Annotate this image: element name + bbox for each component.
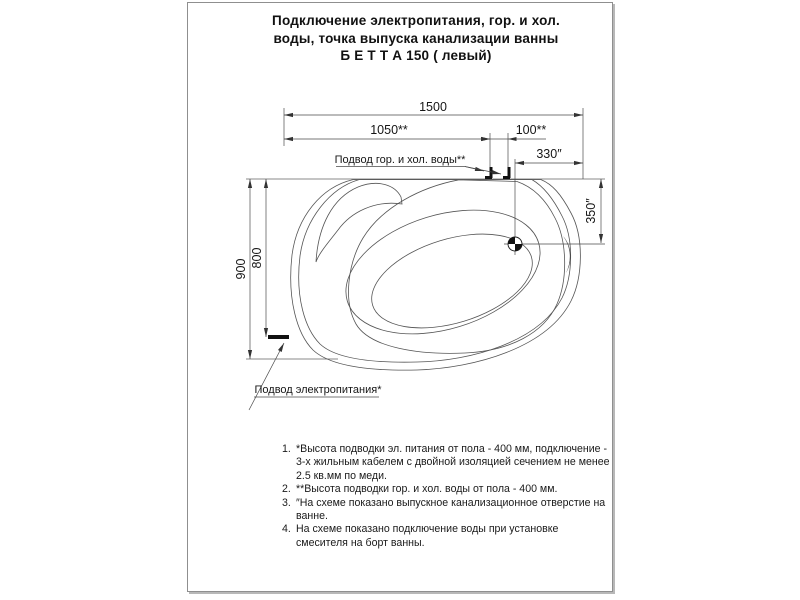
footnote-text: **Высота подводки гор. и хол. воды от пола - 400 мм. [296,483,558,496]
dim-350 [584,179,601,243]
footnote-text: *Высота подводки эл. питания от пола - 400 мм, подключение - 3-х жильным кабелем с двойной изоляцией сечением не менее 2.5 кв.мм по меди. [296,443,610,482]
footnote-text: ″На схеме показано выпускное канализационное отверстие на ванне. [296,496,606,523]
dim-1050-value: 1050** [370,123,408,137]
title-line-2: воды, точка выпуска канализации ванны [273,30,559,46]
dim-800 [250,179,266,337]
dim-900-value: 900 [234,258,248,280]
water-supply-label-text: Подвод гор. и хол. воды** [334,154,466,166]
footnotes [282,443,612,550]
water-supply-label [335,154,501,174]
dim-100 [481,123,546,169]
footnote-4 [282,523,612,550]
dim-800-value: 800 [250,247,264,269]
dim-1500-value: 1500 [419,100,447,114]
footnote-1 [282,443,612,483]
tub-outer-contour [291,180,581,371]
footnote-number: 2. [282,483,291,496]
water-supply-ticks [485,167,510,178]
footnote-3 [282,497,612,524]
document-page [187,2,613,592]
power-supply-label [249,343,382,410]
power-supply-label-text: Подвод электропитания* [254,384,382,396]
title-line-1: Подключение электропитания, гор. и хол. [272,13,560,28]
dim-1050 [284,123,490,139]
dim-330-value: 330″ [536,147,562,161]
footnote-2 [282,483,612,496]
dim-100-value: 100** [515,123,547,137]
dim-1500 [284,100,583,179]
footnote-number: 4. [282,523,291,536]
headrest-crescent [316,183,402,262]
dim-350-value: 350″ [584,198,598,224]
bowl-inner-oval [360,217,543,346]
footnote-number: 3. [282,496,291,509]
bathtub-outline [291,180,581,371]
dim-900 [234,179,250,359]
dim-330 [515,147,583,163]
drain-marker-icon [508,237,522,251]
footnote-number: 1. [282,443,291,455]
footnote-text: На схеме показано подключение воды при установке смесителя на борт ванны. [296,523,559,549]
title-line-3: Б Е Т Т А 150 ( левый) [340,48,492,63]
bowl-outer-oval [331,188,556,355]
